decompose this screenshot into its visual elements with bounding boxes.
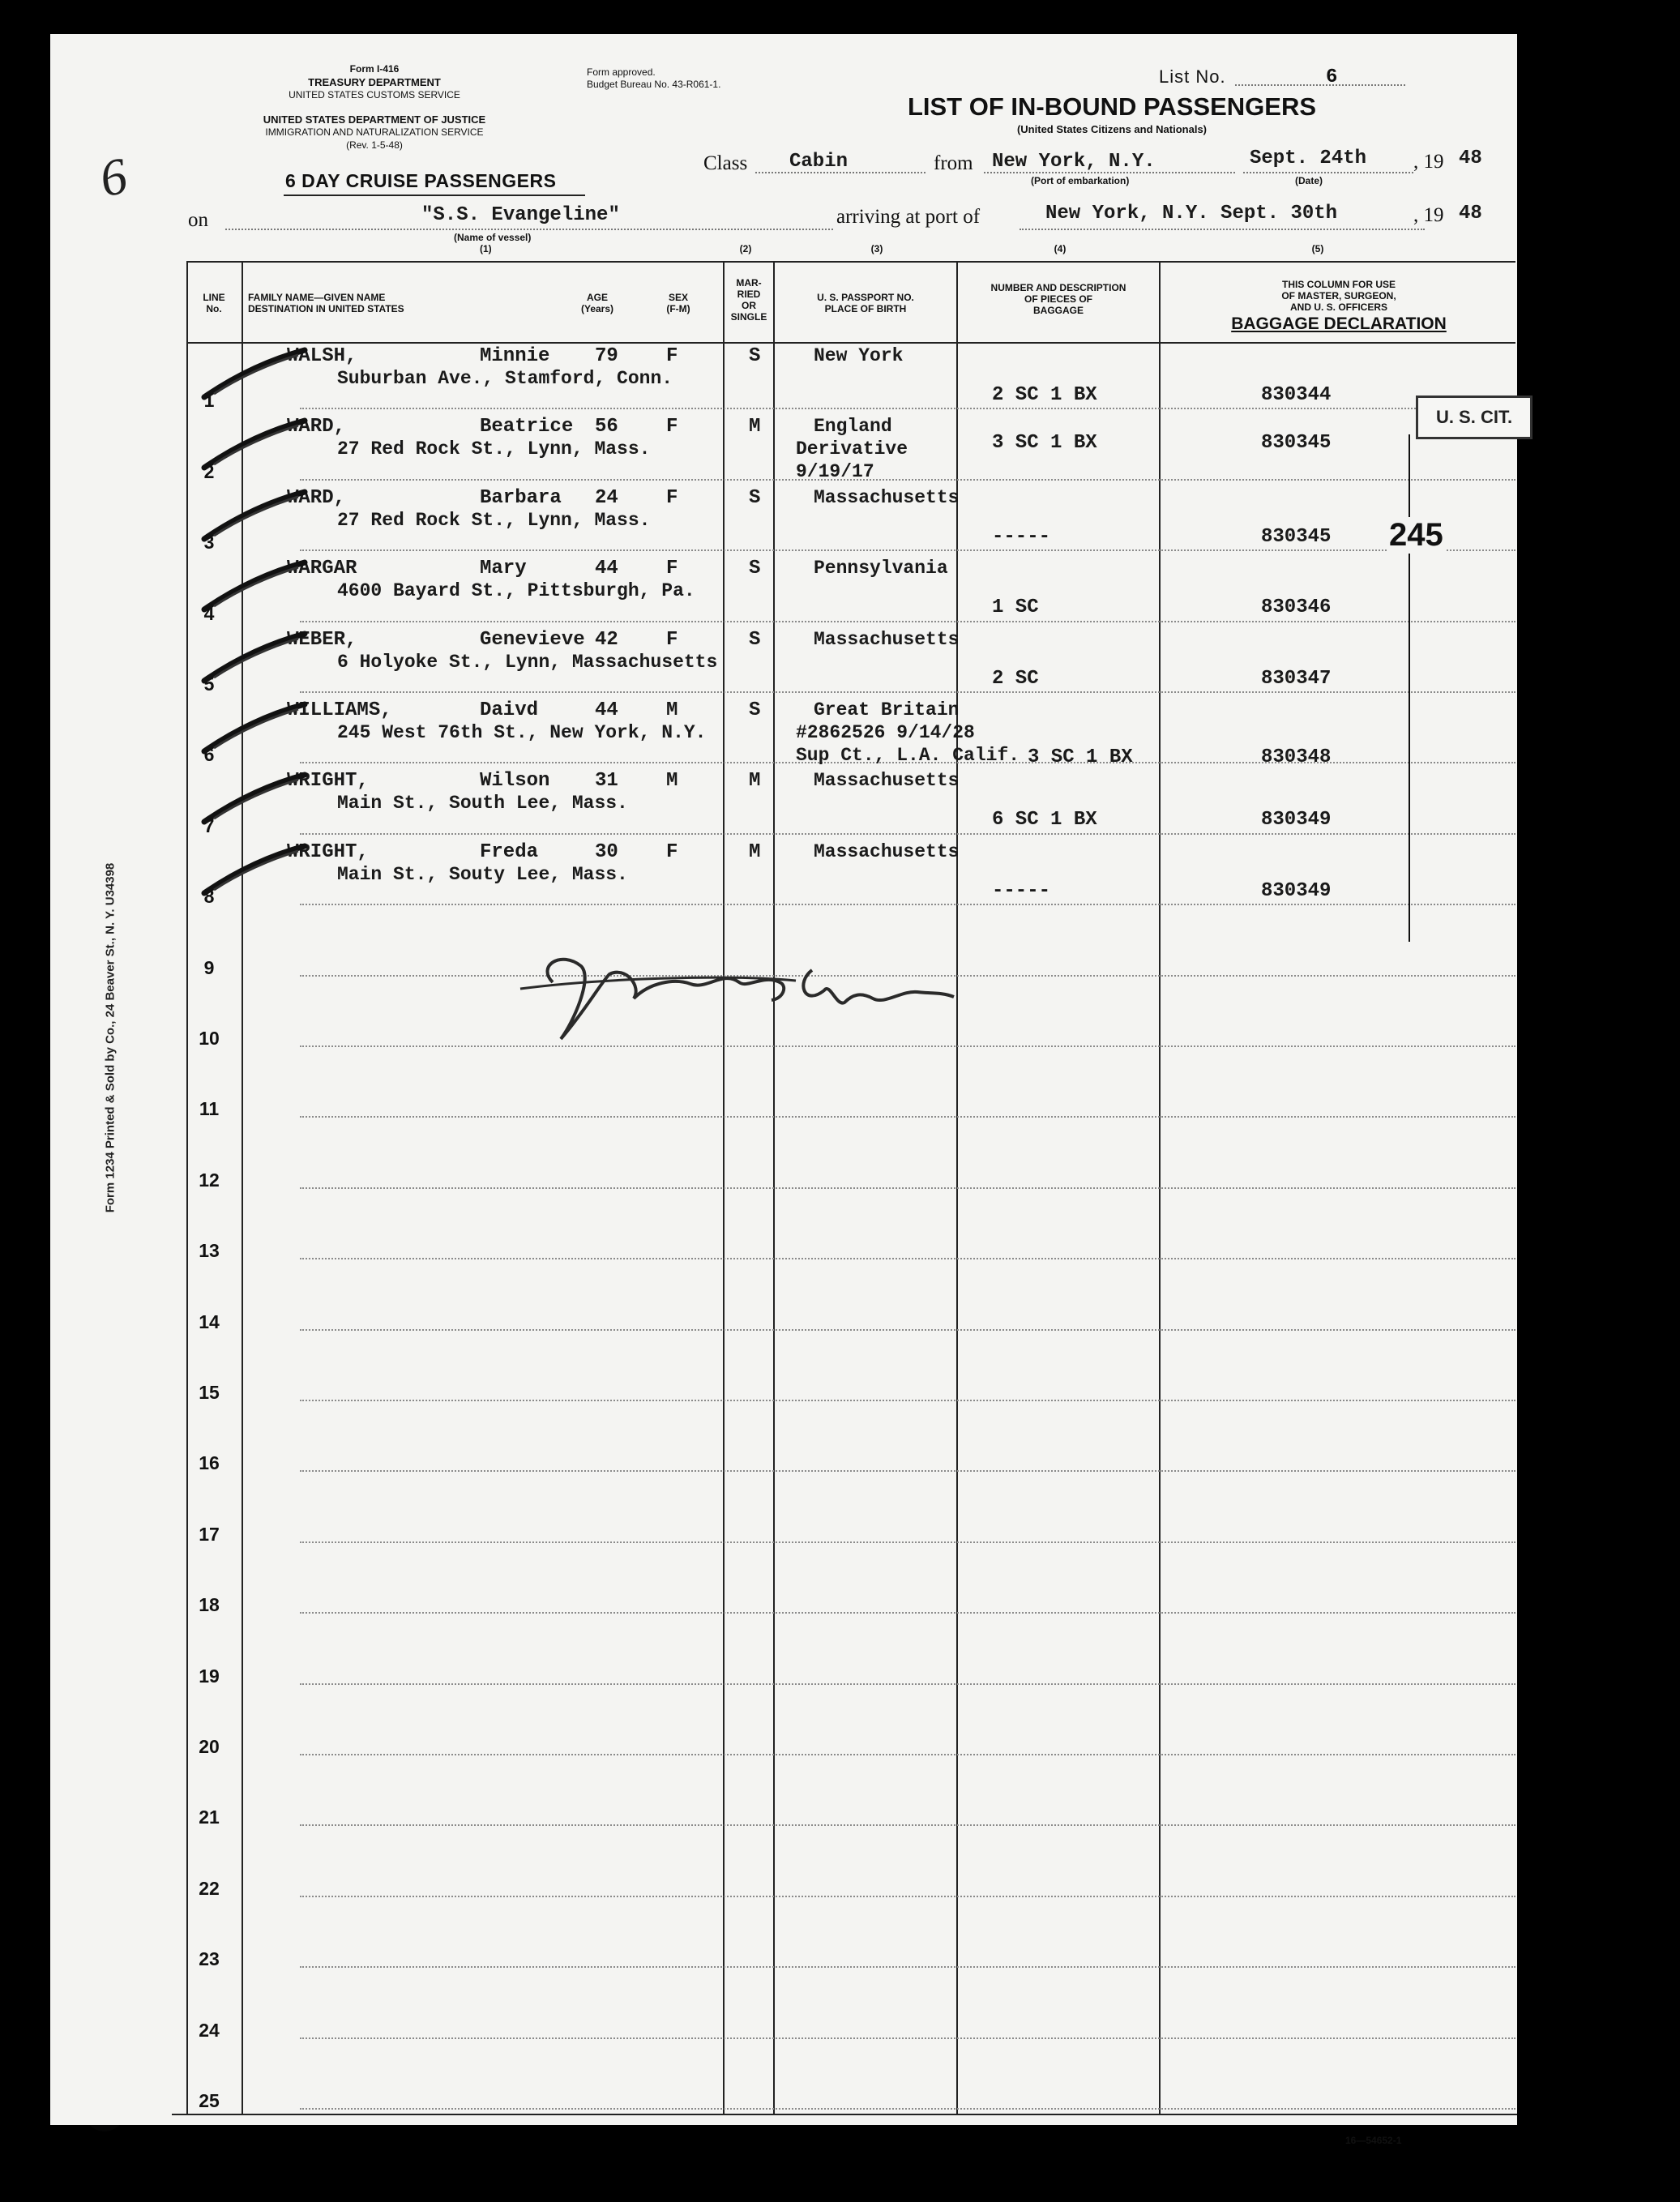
signature-scribble [504,934,958,1055]
passenger-address: 6 Holyoke St., Lynn, Massachusetts [337,651,718,673]
from-label: from [934,152,973,174]
vessel-value: "S.S. Evangeline" [421,204,620,226]
date-value: Sept. 24th [1250,148,1367,169]
line-number: 11 [199,1098,220,1120]
line-number: 3 [203,532,215,554]
passenger-age: 79 [595,345,618,367]
passenger-surname: WARD, [287,416,346,438]
passenger-place-of-birth: Massachusetts [814,770,960,792]
passenger-status: S [749,699,761,721]
passenger-declaration-number: 830346 [1261,596,1332,619]
header-sex: SEX (F-M) [666,292,690,314]
port-embarkation-label: (Port of embarkation) [1031,175,1130,186]
row-dotted-line [300,479,1515,481]
list-no-value: 6 [1326,66,1338,88]
passenger-baggage: ----- [992,525,1051,548]
line-number: 12 [199,1169,220,1191]
line-number: 15 [199,1382,220,1403]
passenger-sex: F [666,840,678,863]
passenger-given-name: Freda [480,840,539,863]
revision: (Rev. 1-5-48) [346,139,403,151]
passenger-status: M [749,840,761,863]
check-mark-icon [198,489,311,545]
passenger-declaration-number: 830349 [1261,879,1332,902]
line-number: 22 [199,1877,220,1899]
us-citizen-stamp: U. S. CIT. [1416,396,1533,439]
year-prefix-2: , 19 [1413,204,1444,226]
line-number: 21 [199,1806,220,1828]
year-2: 48 [1459,203,1482,224]
check-mark-icon [198,347,311,404]
passenger-address: 4600 Bayard St., Pittsburgh, Pa. [337,580,695,602]
passenger-age: 44 [595,699,618,721]
check-mark-icon [198,417,311,474]
header-line: LINE No. [203,292,225,314]
check-mark-icon [198,772,311,828]
passenger-address: 245 West 76th St., New York, N.Y. [337,722,707,743]
list-subtitle: (United States Citizens and Nationals) [1016,123,1208,135]
row-dotted-line [300,621,1515,622]
passenger-baggage: 1 SC [992,596,1039,619]
on-label: on [188,209,208,231]
footer-code: 16—54652-1 [1345,2135,1402,2146]
passenger-sex: F [666,416,678,438]
line-number: 7 [203,815,215,836]
passenger-place-of-birth: Derivative [796,438,908,460]
year-prefix-1: , 19 [1413,151,1444,173]
ins-label: IMMIGRATION AND NATURALIZATION SERVICE [265,126,484,138]
passenger-sex: M [666,770,678,793]
line-number: 25 [199,2090,220,2111]
passenger-age: 31 [595,770,618,793]
passenger-given-name: Wilson [480,770,550,793]
line-number: 20 [199,1736,220,1757]
row-dotted-line [300,904,1515,905]
check-mark-icon [198,559,311,616]
officer-signature [504,934,958,1059]
header-declaration: BAGGAGE DECLARATION [1231,314,1447,333]
list-title: LIST OF IN-BOUND PASSENGERS [907,92,1317,121]
row-dotted-line [300,1896,1515,1897]
list-no-label: List No. [1159,66,1226,87]
row-dotted-line [300,1329,1515,1331]
passenger-given-name: Minnie [480,345,550,367]
cruise-title-underline [284,195,585,196]
line-number: 18 [199,1594,220,1616]
passenger-given-name: Barbara [480,486,562,509]
passenger-surname: WALSH, [287,345,357,367]
passenger-sex: F [666,628,678,651]
date-label: (Date) [1295,175,1323,186]
row-dotted-line [300,1824,1515,1826]
passenger-given-name: Genevieve [480,628,585,651]
row-dotted-line [300,549,1515,551]
passenger-sex: F [666,486,678,509]
passenger-place-of-birth: Massachusetts [814,628,960,650]
passenger-address: Suburban Ave., Stamford, Conn. [337,368,673,389]
passenger-baggage: 6 SC 1 BX [992,809,1097,832]
passenger-surname: WEBER, [287,628,357,651]
passenger-given-name: Mary [480,558,527,580]
header-baggage: NUMBER AND DESCRIPTION OF PIECES OF BAGGAGE [990,282,1126,316]
manifest-sheet [50,34,1517,2146]
check-mark-icon [198,843,311,900]
passenger-status: S [749,558,761,580]
line-number: 2 [203,460,215,482]
passenger-surname: WILLIAMS, [287,699,392,721]
line-number: 19 [199,1665,220,1687]
passenger-baggage: ----- [992,879,1051,902]
row-dotted-line [300,2108,1515,2110]
row-dotted-line [300,2037,1515,2039]
passenger-given-name: Beatrice [480,416,574,438]
passenger-sex: M [666,699,678,721]
passenger-address: 27 Red Rock St., Lynn, Mass. [337,438,651,460]
passenger-surname: WARD, [287,486,346,509]
passenger-baggage: 2 SC [992,667,1039,690]
passenger-place-of-birth: Massachusetts [814,840,960,862]
line-number: 4 [203,602,215,624]
row-dotted-line [300,691,1515,693]
passenger-place-of-birth: England [814,416,892,438]
year-1: 48 [1459,148,1482,169]
check-mark-icon [198,631,311,687]
passenger-age: 24 [595,486,618,509]
passenger-given-name: Daivd [480,699,539,721]
vessel-label: (Name of vessel) [454,232,532,243]
row-dotted-line [300,1116,1515,1118]
treasury-department: TREASURY DEPARTMENT [308,76,441,88]
passenger-status: S [749,345,761,367]
line-number: 5 [203,673,215,695]
passenger-place-of-birth: Great Britain [814,699,960,720]
vessel-col-number: (1) [480,243,492,254]
passenger-address: Main St., South Lee, Mass. [337,793,628,815]
row-dotted-line [300,408,1515,409]
list-no-line [1235,84,1405,86]
class-value: Cabin [789,151,849,173]
form-number: Form I-416 [349,63,400,75]
passenger-surname: WRIGHT, [287,840,369,863]
passenger-status: M [749,416,761,438]
row-dotted-line [300,1754,1515,1755]
row-dotted-line [300,833,1515,835]
arriving-label: arriving at port of [836,206,981,228]
col-number-4: (4) [1054,243,1067,254]
passenger-place-of-birth: #2862526 9/14/28 [796,722,975,743]
col-number-3: (3) [870,243,883,254]
passenger-address: 27 Red Rock St., Lynn, Mass. [337,509,651,531]
baggage-total: 245 [1389,517,1443,553]
passenger-sex: F [666,345,678,367]
printer-imprint: Form 1234 Printed & Sold by Co., 24 Beaver St., N. Y. U34398 [103,862,118,1213]
passenger-declaration-number: 830344 [1261,384,1332,406]
header-age: AGE (Years) [580,292,614,314]
line-number: 23 [199,1948,220,1970]
passenger-surname: WRIGHT, [287,770,369,793]
line-number: 8 [203,886,215,908]
passenger-place-of-birth: Massachusetts [814,486,960,508]
passenger-age: 30 [595,840,618,863]
col-number-2: (2) [739,243,752,254]
row-dotted-line [300,1187,1515,1189]
check-mark-icon [198,701,311,758]
header-passport: U. S. PASSPORT NO. PLACE OF BIRTH [817,292,914,314]
table-left-border [186,261,188,2114]
passenger-declaration-number: 830348 [1261,746,1332,768]
line-number: 1 [203,390,215,412]
passenger-age: 42 [595,628,618,651]
form-approved: Form approved. [587,66,656,78]
table-top-border [186,261,1515,263]
line-number: 17 [199,1523,220,1545]
row-dotted-line [300,1258,1515,1259]
table-header-border [186,342,1515,344]
passenger-baggage: 2 SC 1 BX [992,384,1097,406]
row-dotted-line [300,1966,1515,1968]
header-officers: THIS COLUMN FOR USE OF MASTER, SURGEON, AND U. S. OFFICERS [1281,279,1396,313]
table-bottom-border [172,2114,1517,2115]
passenger-place-of-birth: Sup Ct., L.A. Calif. [796,745,1020,766]
passenger-baggage: 3 SC 1 BX [992,432,1097,455]
cruise-title: 6 DAY CRUISE PASSENGERS [285,170,557,191]
passenger-declaration-number: 830347 [1261,667,1332,690]
row-dotted-line [300,1541,1515,1543]
department-of-justice: UNITED STATES DEPARTMENT OF JUSTICE [263,113,486,126]
passenger-declaration-number: 830349 [1261,809,1332,832]
passenger-place-of-birth: Pennsylvania [814,558,948,579]
row-dotted-line [300,1400,1515,1401]
vessel-line [225,229,833,230]
passenger-sex: F [666,558,678,580]
passenger-age: 56 [595,416,618,438]
col-number-5: (5) [1311,243,1324,254]
header-name: FAMILY NAME—GIVEN NAME DESTINATION IN UNITED STATES [248,292,404,314]
arrival-line [1020,229,1425,230]
line-number: 16 [199,1452,220,1474]
header-married: MAR- RIED OR SINGLE [730,277,767,323]
margin-number: 6 [94,146,132,208]
passenger-status: S [749,628,761,651]
passenger-status: M [749,770,761,793]
passenger-address: Main St., Souty Lee, Mass. [337,863,628,885]
date-line [1243,172,1413,173]
line-number: 9 [203,956,215,978]
line-number: 13 [199,1240,220,1262]
passenger-place-of-birth: 9/19/17 [796,461,874,483]
row-dotted-line [300,1470,1515,1472]
class-label: Class [703,152,748,174]
line-number: 6 [203,744,215,766]
signature-text [585,990,590,991]
row-dotted-line [300,1612,1515,1614]
line-number: 24 [199,2019,220,2041]
line-number: 14 [199,1311,220,1332]
passenger-place-of-birth: New York [814,345,904,366]
arrival-value: New York, N.Y. Sept. 30th [1045,203,1338,224]
passenger-age: 44 [595,558,618,580]
stamp-bracket [1409,434,1410,942]
passenger-status: S [749,486,761,509]
budget-bureau: Budget Bureau No. 43-R061-1. [587,79,721,90]
customs-service: UNITED STATES CUSTOMS SERVICE [289,89,460,100]
passenger-baggage: 3 SC 1 BX [1028,746,1133,768]
passenger-surname: WARGAR [287,558,357,580]
row-dotted-line [300,1683,1515,1685]
passenger-declaration-number: 830345 [1261,525,1332,548]
passenger-declaration-number: 830345 [1261,432,1332,455]
from-value: New York, N.Y. [992,151,1156,173]
line-number: 10 [199,1028,220,1049]
